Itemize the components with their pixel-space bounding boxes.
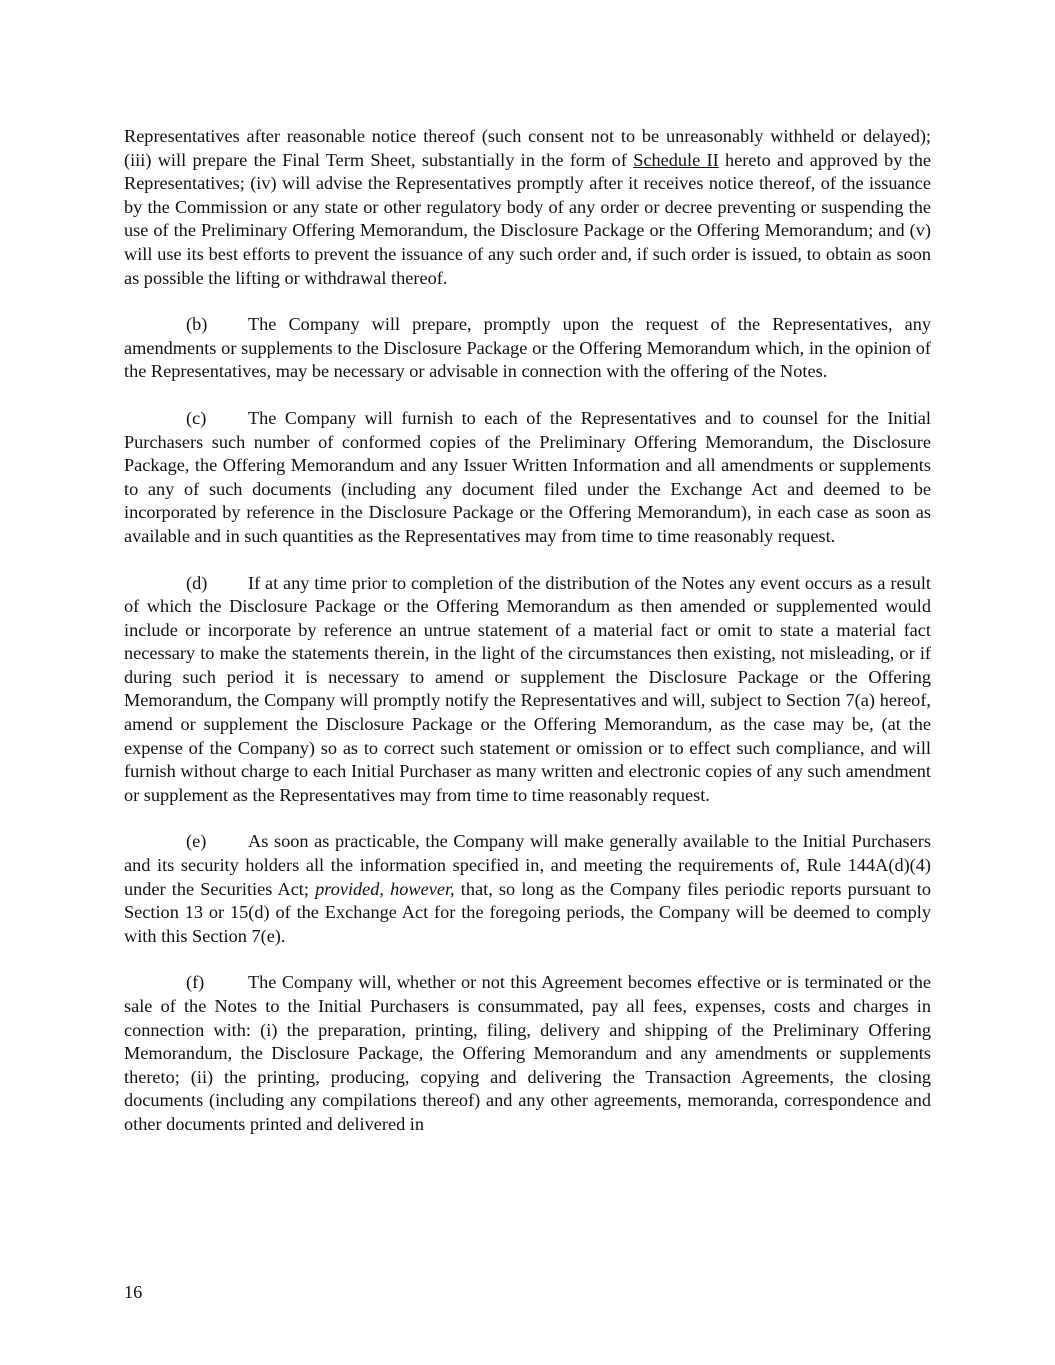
page-number: 16 [124, 1282, 143, 1302]
paragraph-label: (b) [186, 314, 208, 335]
paragraph-label: (d) [186, 572, 208, 593]
document-body [124, 125, 931, 1160]
paragraph-text: Representatives after reasonable notice thereof (such consent not to be unreasonably withheld or delayed); (iii) will prepare the Final Term Sheet, substantially in the form of [124, 126, 931, 170]
paragraph-text: The Company will furnish to each of the Representatives and to counsel for the Initial Purchasers such number of conformed copies of the Preliminary Offering Memorandum, the Disclosure Package, the Offering Memorandum and any Issuer Written Information and all amendments or supplements to any of such documents (including any document filed under the Exchange Act and deemed to be incorporated by reference in the Disclosure Package or the Offering Memorandum), in each case as soon as available and in such quantities as the Representatives may from time to time reasonably request. [124, 407, 931, 546]
paragraph-b [124, 313, 931, 384]
paragraph-label: (c) [186, 407, 207, 428]
paragraph-text: that, so long as the Company files periodic reports pursuant to Section 13 or 15(d) of the Exchange Act for the foregoing periods, the Company will be deemed to comply with this Section 7(e). [124, 878, 932, 946]
paragraph-e [124, 830, 931, 948]
paragraph-continued [124, 125, 931, 290]
paragraph-d [124, 572, 931, 808]
paragraph-label: (f) [186, 972, 205, 993]
paragraph-text: hereto and approved by the Representatives; (iv) will advise the Representatives promptly after it receives notice thereof, of the issuance by the Commission or any state or other regulatory body of any order or decree preventing or suspending the use of the Preliminary Offering Memorandum, the Disclosure Package or the Offering Memorandum; and (v) will use its best efforts to prevent the issuance of any such order and, if such order is issued, to obtain as soon as possible the lifting or withdrawal thereof. [124, 149, 931, 288]
paragraph-c [124, 407, 931, 549]
paragraph-text: As soon as practicable, the Company will make generally available to the Initial Purchasers and its security holders all the information specified in, and meeting the requirements of, Rule 144A(d)(4) under the Securities Act; [124, 831, 931, 899]
paragraph-text: If at any time prior to completion of the distribution of the Notes any event occurs as a result of which the Disclosure Package or the Offering Memorandum as then amended or supplemented would include or incorporate by reference an untrue statement of a material fact or omit to state a material fact necessary to make the statements therein, in the light of the circumstances then existing, not misleading, or if during such period it is necessary to amend or supplement the Disclosure Package or the Offering Memorandum, the Company will promptly notify the Representatives and will, subject to Section 7(a) hereof, amend or supplement the Disclosure Package or the Offering Memorandum, as the case may be, (at the expense of the Company) so as to correct such statement or omission or to effect such compliance, and will furnish without charge to each Initial Purchaser as many written and electronic copies of any such amendment or supplement as the Representatives may from time to time reasonably request. [124, 572, 931, 805]
paragraph-label: (e) [186, 831, 207, 852]
proviso-emphasis: provided, however, [315, 878, 455, 899]
schedule-ii-reference: Schedule II [633, 149, 719, 170]
paragraph-text: The Company will, whether or not this Agreement becomes effective or is terminated or the sale of the Notes to the Initial Purchasers is consummated, pay all fees, expenses, costs and charges in connection with: (i) the preparation, printing, filing, delivery and shipping of the Preliminary Offering Memorandum, the Disclosure Package, the Offering Memorandum and any amendments or supplements thereto; (ii) the printing, producing, copying and delivering the Transaction Agreements, the closing documents (including any compilations thereof) and any other agreements, memoranda, correspondence and other documents printed and delivered in [124, 972, 931, 1134]
paragraph-f [124, 971, 931, 1136]
paragraph-text: The Company will prepare, promptly upon the request of the Representatives, any amendments or supplements to the Disclosure Package or the Offering Memorandum which, in the opinion of the Representatives, may be necessary or advisable in connection with the offering of the Notes. [124, 314, 931, 382]
